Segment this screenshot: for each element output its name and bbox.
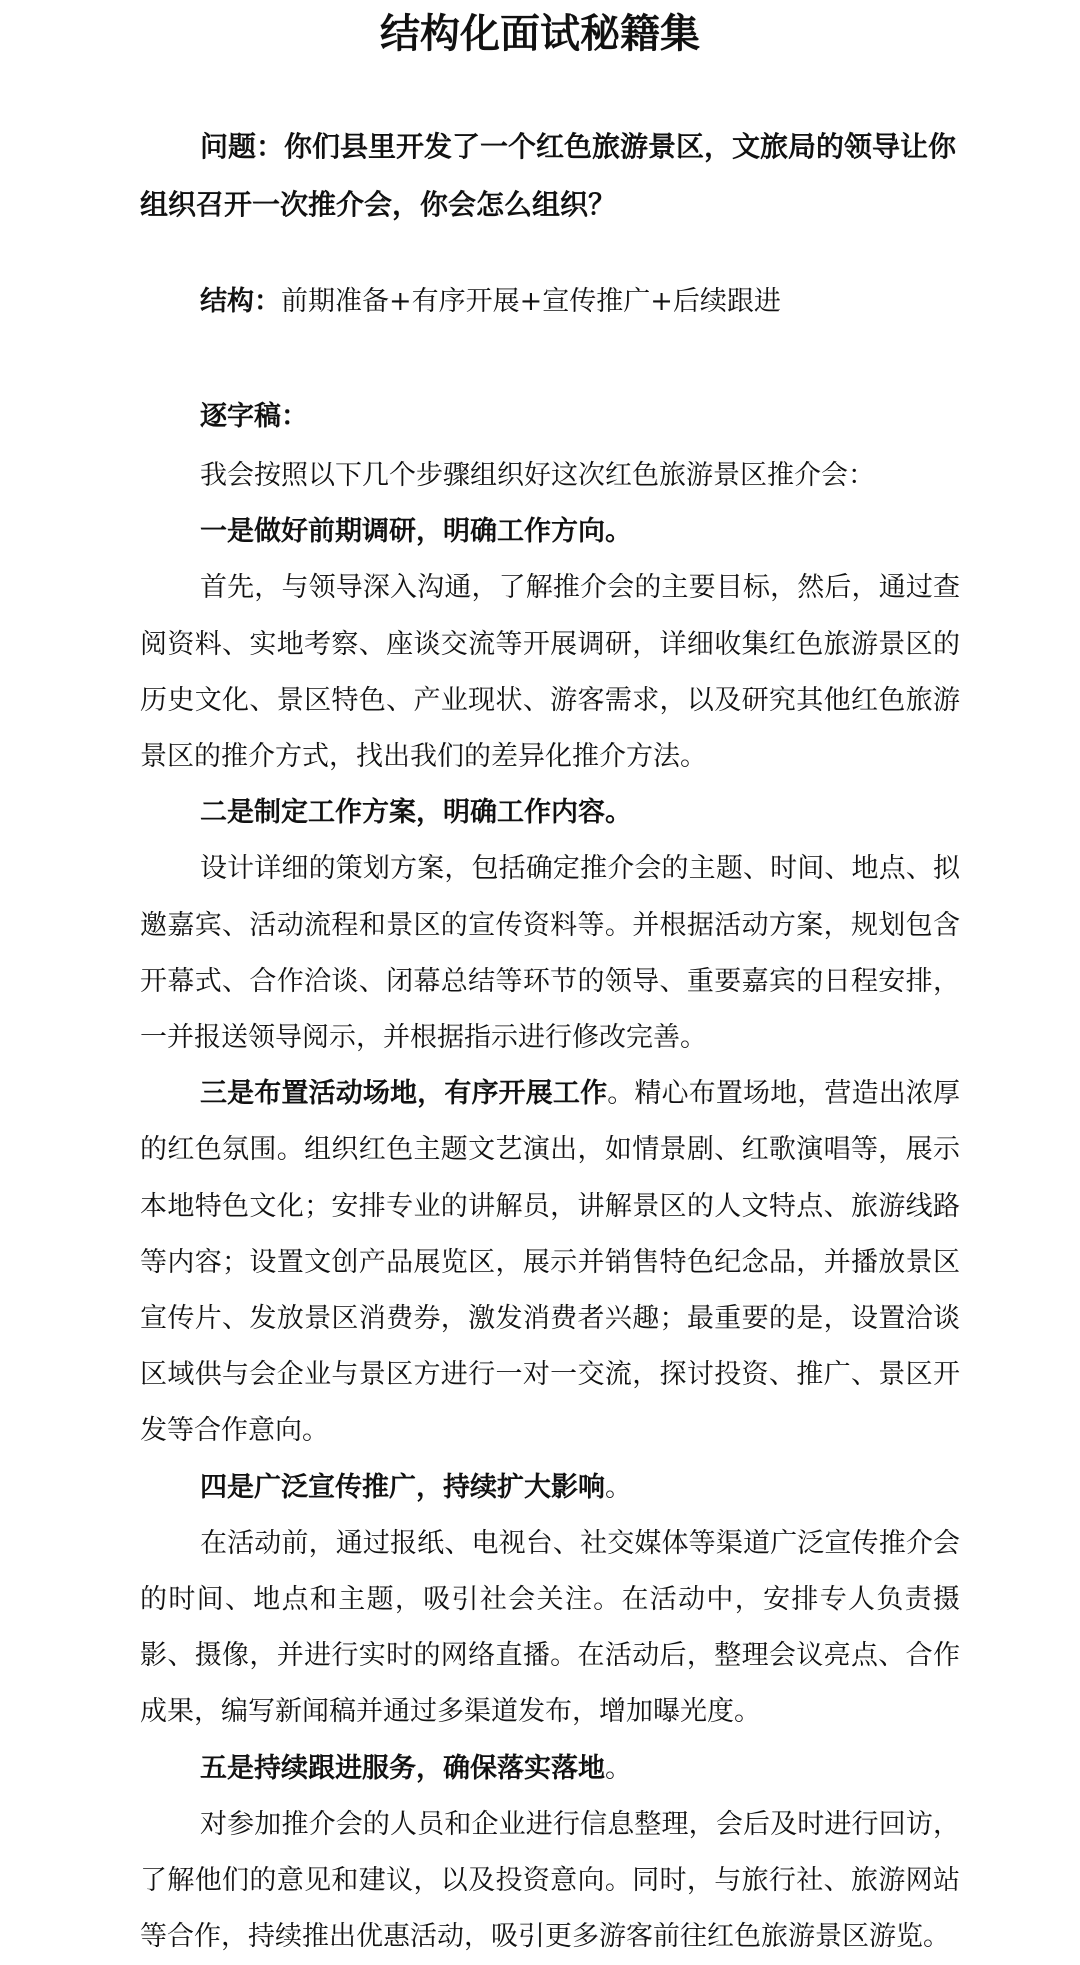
section-2-heading: 二是制定工作方案，明确工作内容。 [200,797,632,829]
section-3-body: 。精心布置场地，营造出浓厚的红色氛围。组织红色主题文艺演出，如情景剧、红歌演唱等，展示本地特色文化；安排专业的讲解员，讲解景区的人文特点、旅游线路等内容；设置文创产品展览区，展示并销售特色纪念品，并播放景区宣传片、发放景区消费券，激发消费者兴趣；最重要的是，设置洽谈区域供与会企业与景区方进行一对一交流，探讨投资、推广、景区开发等合作意向。 [140,1078,961,1447]
script-label: 逐字稿： [200,401,308,432]
section-3-heading: 三是布置活动场地，有序开展工作 [200,1078,608,1110]
structure-line [200,282,960,322]
section-1-heading: 一是做好前期调研，明确工作方向。 [200,516,632,548]
page-title: 结构化面试秘籍集 [380,10,700,57]
script-body [140,448,960,1965]
structure-text: 前期准备+有序开展+宣传推广+后续跟进 [281,286,781,317]
section-4-heading-tail: 。 [605,1471,632,1503]
section-5-heading: 五是持续跟进服务，确保落实落地 [200,1752,605,1784]
section-5-body: 对参加推介会的人员和企业进行信息整理，会后及时进行回访，了解他们的意见和建议，以及投资意向。同时，与旅行社、旅游网站等合作，持续推出优惠活动，吸引更多游客前往红色旅游景区游览。 [140,1808,960,1953]
section-1-body: 首先，与领导深入沟通，了解推介会的主要目标，然后，通过查阅资料、实地考察、座谈交流等开展调研，详细收集红色旅游景区的历史文化、景区特色、产业现状、游客需求，以及研究其他红色旅游景区的推介方式，找出我们的差异化推介方法。 [140,572,960,773]
question-text: 你们县里开发了一个红色旅游景区，文旅局的领导让你组织召开一次推介会，你会怎么组织？ [140,130,957,221]
section-5-heading-line [140,1741,960,1797]
section-5-heading-tail: 。 [605,1752,632,1784]
structure-label: 结构： [200,286,281,317]
intro-paragraph: 我会按照以下几个步骤组织好这次红色旅游景区推介会： [200,460,875,491]
question-label: 问题： [200,130,285,163]
section-4-body: 在活动前，通过报纸、电视台、社交媒体等渠道广泛宣传推介会的时间、地点和主题，吸引社会关注。在活动中，安排专人负责摄影、摄像，并进行实时的网络直播。在活动后，整理会议亮点、合作成果，编写新闻稿并通过多渠道发布，增加曝光度。 [140,1527,960,1728]
section-3-paragraph [140,1066,960,1459]
section-4-heading: 四是广泛宣传推广，持续扩大影响 [200,1471,605,1503]
question-block [140,118,960,234]
section-2-body: 设计详细的策划方案，包括确定推介会的主题、时间、地点、拟邀嘉宾、活动流程和景区的宣传资料等。并根据活动方案，规划包含开幕式、合作洽谈、闭幕总结等环节的领导、重要嘉宾的日程安排，一并报送领导阅示，并根据指示进行修改完善。 [140,853,960,1054]
section-4-heading-line [140,1460,960,1516]
